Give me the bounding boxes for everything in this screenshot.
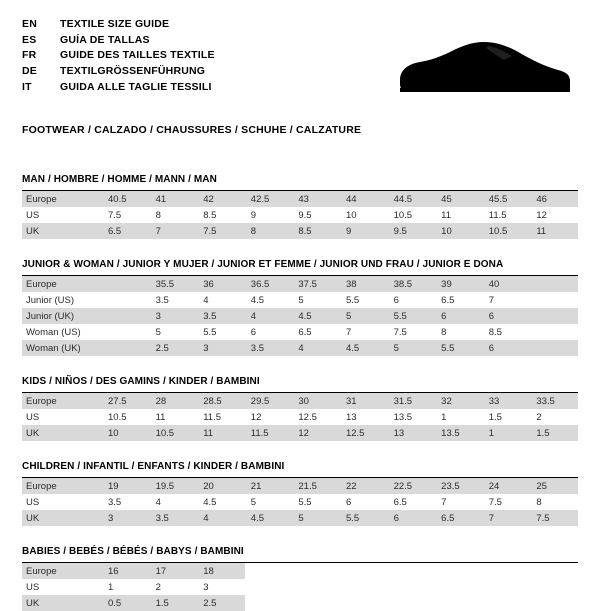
size-cell: 5 — [388, 340, 436, 356]
language-row — [22, 34, 215, 50]
size-section — [22, 174, 578, 239]
row-label: UK — [22, 595, 102, 611]
size-cell: 4.5 — [250, 294, 264, 306]
page-header — [22, 18, 578, 110]
table-row — [22, 340, 578, 356]
size-cell: 32 — [435, 393, 483, 409]
size-cell: 3.5 — [197, 308, 245, 324]
size-cell: 35.5 — [150, 276, 198, 292]
language-title: GUIDE DES TAILLES TEXTILE — [60, 49, 215, 62]
size-cell — [388, 563, 436, 579]
size-cell: 5.5 — [298, 496, 312, 508]
size-cell: 11 — [530, 223, 578, 239]
size-cell — [530, 595, 578, 611]
size-cell: 5.5 — [340, 510, 388, 526]
size-cell: 10.5 — [483, 223, 531, 239]
row-label: Europe — [22, 478, 102, 494]
size-cell: 11 — [441, 209, 452, 221]
size-cell: 1.5 — [150, 595, 198, 611]
size-cell: 0.5 — [102, 595, 150, 611]
size-cell: 45 — [435, 191, 483, 207]
size-cell: 10.5 — [393, 209, 413, 221]
size-cell: 30 — [292, 393, 340, 409]
size-cell: 8 — [155, 209, 161, 221]
size-cell: 6 — [435, 308, 483, 324]
size-cell: 4 — [292, 340, 340, 356]
size-cell: 37.5 — [292, 276, 340, 292]
language-code: DE — [22, 64, 37, 77]
size-cell: 5.5 — [203, 326, 217, 338]
row-label: Europe — [22, 393, 102, 409]
size-cell: 25 — [530, 478, 578, 494]
size-cell: 3.5 — [108, 496, 122, 508]
size-cell: 3.5 — [245, 340, 293, 356]
size-cell: 10 — [435, 223, 483, 239]
size-cell: 2.5 — [197, 595, 245, 611]
size-tables-container — [22, 174, 578, 611]
size-cell — [435, 595, 483, 611]
size-cell: 6.5 — [441, 294, 455, 306]
size-table-body — [22, 478, 578, 526]
size-cell: 5 — [298, 294, 304, 306]
size-cell: 16 — [102, 563, 150, 579]
size-cell: 39 — [435, 276, 483, 292]
size-table-body — [22, 276, 578, 356]
size-cell — [292, 595, 340, 611]
language-title-list — [22, 18, 215, 96]
size-cell: 6 — [345, 496, 352, 508]
size-cell: 8.5 — [203, 209, 217, 221]
table-row — [22, 223, 578, 239]
size-cell: 22.5 — [388, 478, 436, 494]
size-cell — [292, 579, 340, 595]
size-cell: 3 — [203, 581, 209, 593]
size-section-title: CHILDREN / INFANTIL / ENFANTS / KINDER / BAMBINI — [22, 461, 578, 478]
size-cell: 17 — [150, 563, 198, 579]
size-cell: 38.5 — [388, 276, 436, 292]
size-cell: 7 — [488, 294, 495, 306]
size-cell: 5.5 — [388, 308, 436, 324]
size-cell: 21 — [245, 478, 293, 494]
table-row — [22, 292, 578, 308]
size-cell — [245, 579, 293, 595]
size-cell — [102, 340, 150, 356]
size-cell: 5 — [250, 496, 257, 508]
size-cell: 2.5 — [150, 340, 198, 356]
table-row — [22, 425, 578, 441]
size-cell: 12.5 — [340, 425, 388, 441]
language-row — [22, 18, 215, 34]
size-cell: 42 — [197, 191, 245, 207]
size-cell: 29.5 — [245, 393, 293, 409]
size-cell: 27.5 — [102, 393, 150, 409]
size-cell: 9 — [250, 209, 257, 221]
table-row — [22, 393, 578, 409]
size-cell — [102, 324, 150, 340]
size-cell: 13.5 — [435, 425, 483, 441]
size-cell — [102, 308, 150, 324]
size-cell — [435, 579, 483, 595]
language-title: TEXTILE SIZE GUIDE — [60, 18, 170, 30]
language-code: IT — [22, 80, 32, 93]
size-cell: 6 — [483, 308, 531, 324]
size-cell: 41 — [150, 191, 198, 207]
table-row — [22, 510, 578, 526]
table-row — [22, 324, 578, 340]
table-row — [22, 409, 578, 425]
dress-shoe-icon — [392, 40, 572, 102]
size-cell: 40 — [483, 276, 531, 292]
size-cell: 12 — [536, 209, 547, 221]
size-cell: 28.5 — [197, 393, 245, 409]
size-cell: 6.5 — [435, 510, 483, 526]
row-label: Woman (UK) — [22, 340, 102, 356]
size-cell: 10 — [102, 425, 150, 441]
table-row — [22, 478, 578, 494]
size-cell: 4.5 — [245, 510, 293, 526]
size-cell: 38 — [340, 276, 388, 292]
size-cell: 44.5 — [388, 191, 436, 207]
size-cell: 33 — [483, 393, 531, 409]
size-cell — [483, 563, 531, 579]
size-cell: 42.5 — [245, 191, 293, 207]
size-cell: 4 — [203, 294, 209, 306]
row-label: UK — [22, 510, 102, 526]
language-row — [22, 65, 215, 81]
size-cell: 10.5 — [108, 411, 127, 423]
size-cell: 4.5 — [203, 496, 217, 508]
size-cell — [530, 563, 578, 579]
size-cell: 6.5 — [298, 326, 312, 338]
size-cell: 12 — [292, 425, 340, 441]
size-cell: 5 — [340, 308, 388, 324]
size-cell — [102, 276, 150, 292]
size-cell: 6 — [393, 294, 399, 306]
table-row — [22, 595, 578, 611]
size-cell: 36.5 — [245, 276, 293, 292]
size-cell: 7 — [345, 326, 352, 338]
size-cell: 19 — [102, 478, 150, 494]
size-cell: 12.5 — [298, 411, 317, 423]
size-cell — [530, 308, 578, 324]
size-section — [22, 376, 578, 441]
size-cell: 11 — [197, 425, 245, 441]
size-cell: 3 — [197, 340, 245, 356]
size-cell: 6 — [388, 510, 436, 526]
size-cell — [245, 595, 293, 611]
size-cell: 23.5 — [435, 478, 483, 494]
size-cell — [483, 579, 531, 595]
size-cell — [483, 595, 531, 611]
size-cell: 5 — [155, 326, 161, 338]
size-cell: 19.5 — [150, 478, 198, 494]
language-code: ES — [22, 33, 37, 46]
size-cell: 44 — [340, 191, 388, 207]
language-title: GUIDA ALLE TAGLIE TESSILI — [60, 80, 212, 93]
row-label: Junior (UK) — [22, 308, 102, 324]
size-cell: 7.5 — [197, 223, 245, 239]
size-cell: 3.5 — [155, 294, 169, 306]
size-cell: 31.5 — [388, 393, 436, 409]
size-cell — [435, 563, 483, 579]
size-section — [22, 461, 578, 526]
size-cell — [292, 563, 340, 579]
row-label: Woman (US) — [26, 326, 81, 338]
size-cell: 46 — [530, 191, 578, 207]
size-cell: 9.5 — [388, 223, 436, 239]
row-label: UK — [22, 425, 102, 441]
size-cell: 12 — [250, 411, 262, 423]
size-cell: 1 — [441, 411, 447, 423]
size-cell: 43 — [292, 191, 340, 207]
size-cell: 7.5 — [108, 209, 122, 221]
size-cell: 7.5 — [393, 326, 407, 338]
size-cell: 6 — [250, 326, 257, 338]
size-cell: 4.5 — [340, 340, 388, 356]
size-cell: 20 — [197, 478, 245, 494]
size-cell: 13.5 — [393, 411, 413, 423]
language-row — [22, 81, 215, 97]
size-cell: 3.5 — [150, 510, 198, 526]
size-cell — [530, 579, 578, 595]
size-table — [22, 191, 578, 239]
size-cell: 7 — [150, 223, 198, 239]
size-cell: 7 — [483, 510, 531, 526]
size-cell: 9.5 — [298, 209, 312, 221]
size-cell: 33.5 — [530, 393, 578, 409]
row-label: Europe — [22, 276, 102, 292]
language-code: EN — [22, 18, 37, 30]
size-cell: 8.5 — [292, 223, 340, 239]
size-cell: 5.5 — [435, 340, 483, 356]
size-cell — [530, 292, 578, 308]
size-cell: 8.5 — [488, 326, 502, 338]
size-cell: 3 — [150, 308, 198, 324]
size-section-title: JUNIOR & WOMAN / JUNIOR Y MUJER / JUNIOR ET FEMME / JUNIOR UND FRAU / JUNIOR E DONA — [22, 259, 578, 276]
size-cell — [388, 579, 436, 595]
row-label: Europe — [22, 563, 102, 579]
size-cell — [340, 579, 388, 595]
table-row — [22, 579, 578, 595]
size-cell: 11.5 — [488, 209, 507, 221]
size-cell: 28 — [150, 393, 198, 409]
size-cell: 7.5 — [530, 510, 578, 526]
size-cell: 11.5 — [203, 411, 221, 423]
language-code: FR — [22, 49, 37, 62]
size-cell: 8 — [441, 326, 447, 338]
language-row — [22, 49, 215, 65]
size-table-body — [22, 191, 578, 239]
table-row — [22, 191, 578, 207]
size-cell: 8 — [536, 496, 542, 508]
size-cell: 21.5 — [292, 478, 340, 494]
language-title-body — [22, 18, 215, 96]
size-cell: 22 — [340, 478, 388, 494]
size-cell: 1 — [483, 425, 531, 441]
row-label: US — [26, 581, 40, 593]
table-row — [22, 494, 578, 510]
size-cell: 40.5 — [102, 191, 150, 207]
size-cell: 6.5 — [393, 496, 407, 508]
size-cell: 4 — [197, 510, 245, 526]
size-cell: 11.5 — [245, 425, 293, 441]
size-cell: 4 — [245, 308, 293, 324]
size-cell: 6.5 — [102, 223, 150, 239]
size-cell — [102, 292, 150, 308]
size-cell: 13 — [345, 411, 357, 423]
table-row — [22, 563, 578, 579]
size-cell: 1.5 — [488, 411, 502, 423]
size-cell: 4.5 — [292, 308, 340, 324]
size-section-title: BABIES / BEBÉS / BÉBÉS / BABYS / BAMBINI — [22, 546, 578, 563]
size-cell: 5 — [292, 510, 340, 526]
size-cell: 2 — [536, 411, 542, 423]
row-label: UK — [22, 223, 102, 239]
size-cell: 31 — [340, 393, 388, 409]
size-cell: 9 — [340, 223, 388, 239]
row-label: US — [26, 496, 40, 508]
size-cell: 45.5 — [483, 191, 531, 207]
size-cell: 10.5 — [150, 425, 198, 441]
size-cell: 10 — [345, 209, 357, 221]
size-cell — [530, 324, 578, 340]
size-cell: 3 — [102, 510, 150, 526]
size-table — [22, 393, 578, 441]
size-cell — [245, 563, 293, 579]
category-heading: FOOTWEAR / CALZADO / CHAUSSURES / SCHUHE / CALZATURE — [22, 124, 362, 136]
row-label: US — [26, 209, 40, 221]
size-cell: 11 — [155, 411, 166, 423]
size-cell — [340, 595, 388, 611]
size-table — [22, 276, 578, 356]
row-label: Europe — [22, 191, 102, 207]
size-table — [22, 563, 578, 611]
table-row — [22, 207, 578, 223]
size-cell: 1.5 — [530, 425, 578, 441]
size-cell: 36 — [197, 276, 245, 292]
size-cell — [388, 595, 436, 611]
size-cell: 1 — [108, 581, 114, 593]
size-cell: 6 — [483, 340, 531, 356]
row-label: US — [26, 411, 40, 423]
size-cell — [530, 276, 578, 292]
size-cell: 5.5 — [345, 294, 360, 306]
table-row — [22, 308, 578, 324]
size-section — [22, 546, 578, 611]
size-cell: 7.5 — [488, 496, 502, 508]
size-cell: 13 — [388, 425, 436, 441]
size-section-title: MAN / HOMBRE / HOMME / MANN / MAN — [22, 174, 578, 191]
size-section — [22, 259, 578, 356]
size-section-title: KIDS / NIÑOS / DES GAMINS / KINDER / BAMBINI — [22, 376, 578, 393]
table-row — [22, 276, 578, 292]
size-cell — [530, 340, 578, 356]
row-label: Junior (US) — [26, 294, 75, 306]
size-table — [22, 478, 578, 526]
size-cell: 8 — [245, 223, 293, 239]
language-title: GUÍA DE TALLAS — [60, 33, 150, 46]
size-cell: 7 — [441, 496, 447, 508]
size-cell: 24 — [483, 478, 531, 494]
size-cell: 18 — [197, 563, 245, 579]
size-table-body — [22, 393, 578, 441]
size-cell: 4 — [155, 496, 161, 508]
size-table-body — [22, 563, 578, 611]
size-cell — [340, 563, 388, 579]
size-cell: 2 — [155, 581, 161, 593]
language-title: TEXTILGRÖSSENFÜHRUNG — [60, 64, 206, 77]
